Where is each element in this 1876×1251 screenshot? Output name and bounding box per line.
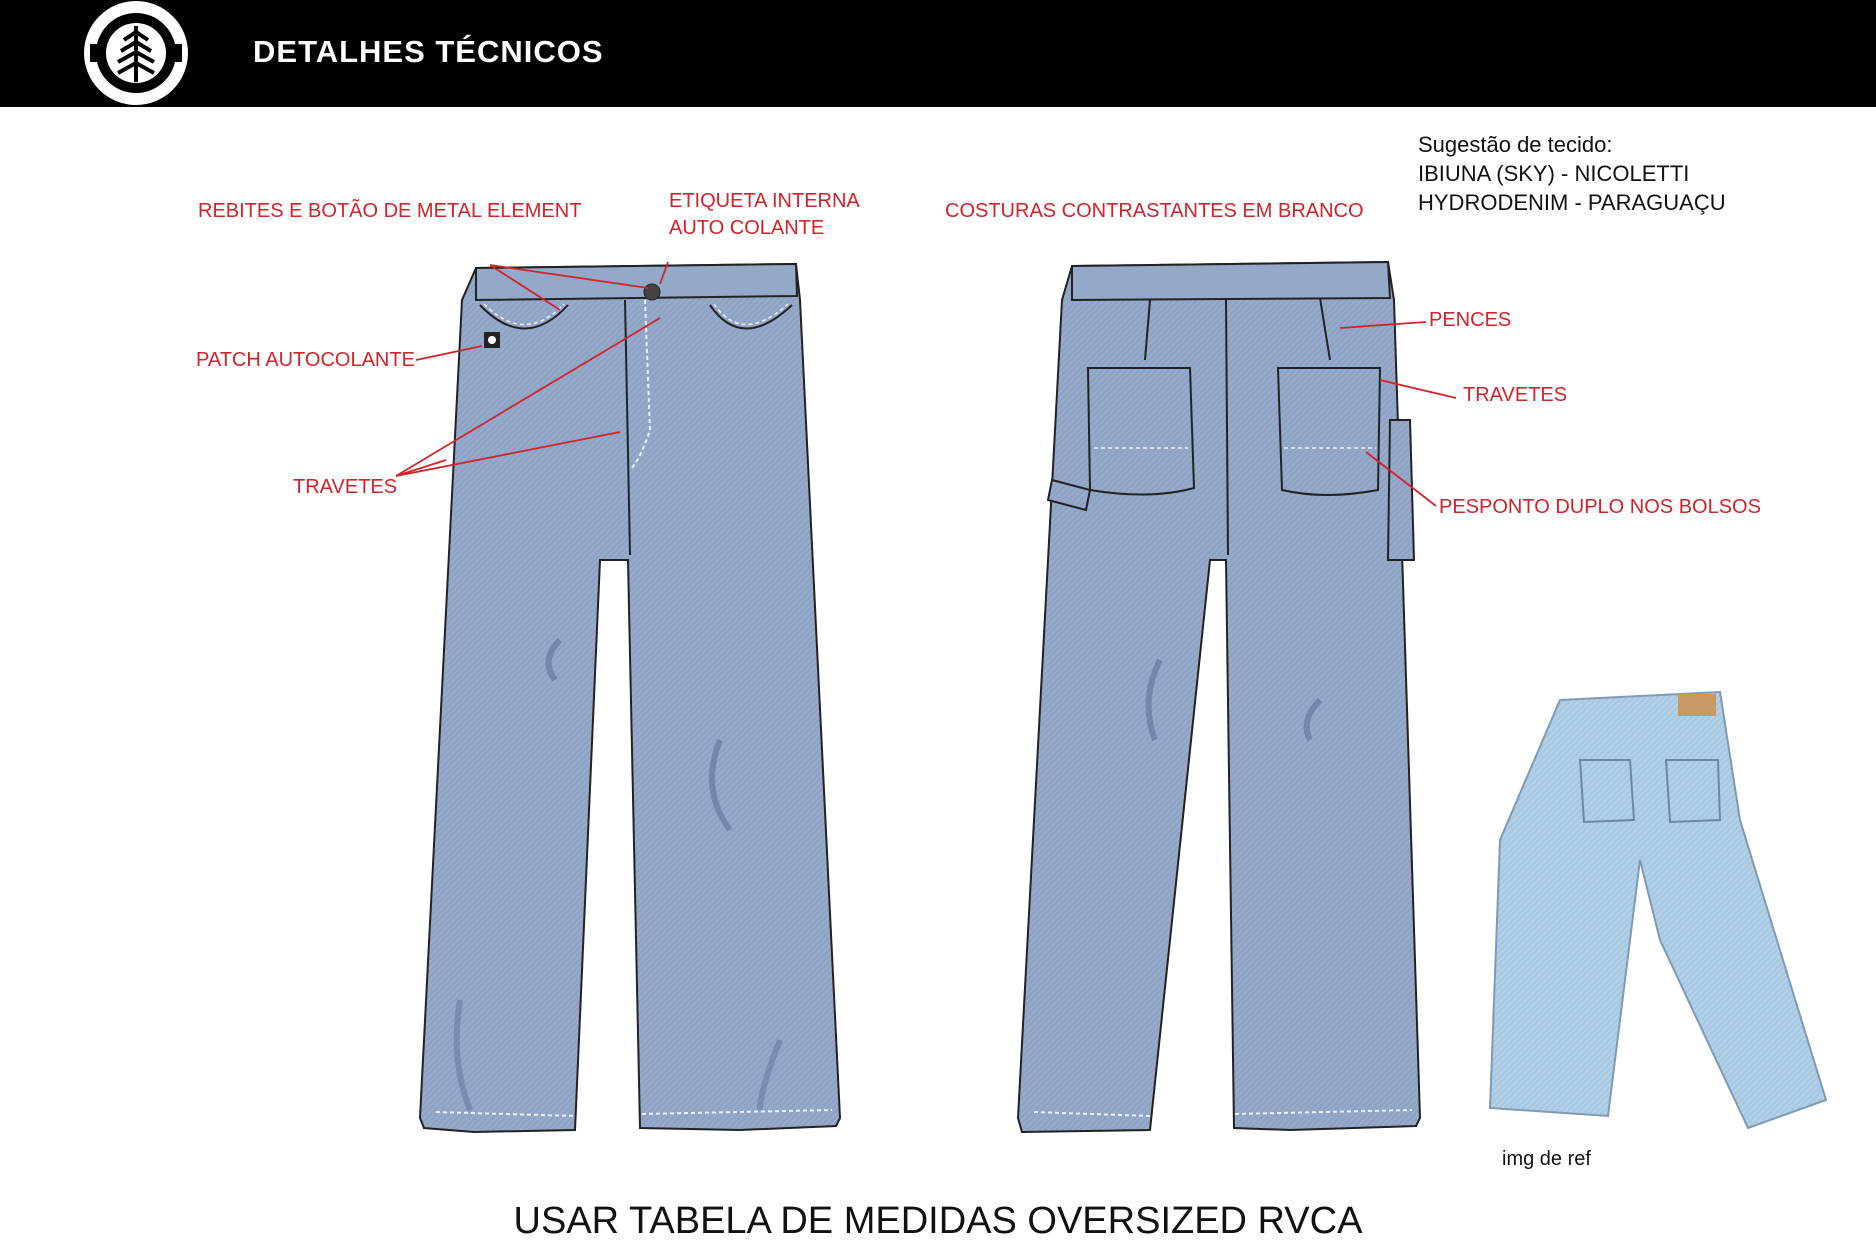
reference-photo <box>1490 692 1826 1128</box>
page-title: DETALHES TÉCNICOS <box>253 34 604 69</box>
fabric-option-2: HYDRODENIM - PARAGUAÇU <box>1418 190 1726 215</box>
label-contrast-stitching: COSTURAS CONTRASTANTES EM BRANCO <box>945 200 1364 222</box>
label-front-bartacks: TRAVETES <box>293 476 398 498</box>
label-back-bartacks: TRAVETES <box>1463 384 1568 406</box>
label-darts: PENCES <box>1429 309 1512 331</box>
front-jeans-drawing <box>420 264 840 1132</box>
label-tag-line1: ETIQUETA INTERNA <box>669 190 860 212</box>
reference-caption: img de ref <box>1502 1148 1591 1170</box>
label-rivets: REBITES E BOTÃO DE METAL ELEMENT <box>198 200 582 222</box>
label-patch: PATCH AUTOCOLANTE <box>196 349 415 371</box>
fabric-option-1: IBIUNA (SKY) - NICOLETTI <box>1418 161 1690 186</box>
label-double-stitch: PESPONTO DUPLO NOS BOLSOS <box>1439 496 1761 518</box>
label-tag-line2: AUTO COLANTE <box>669 217 825 239</box>
fabric-heading: Sugestão de tecido: <box>1418 132 1613 157</box>
back-jeans-drawing <box>1018 262 1420 1132</box>
size-chart-note: USAR TABELA DE MEDIDAS OVERSIZED RVCA <box>513 1200 1363 1242</box>
